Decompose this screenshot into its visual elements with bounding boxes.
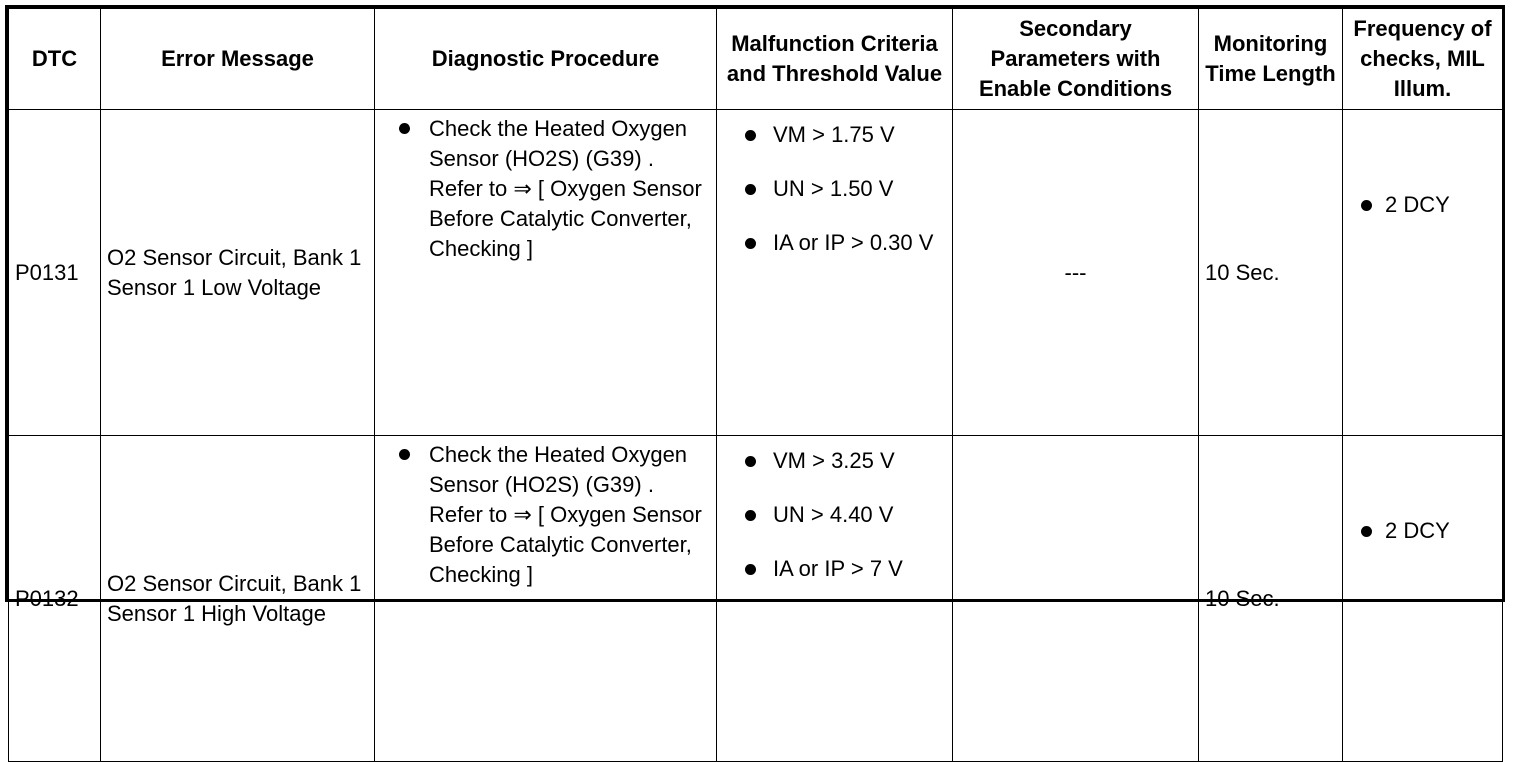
dtc-code: P0132	[9, 436, 101, 762]
header-secondary-parameters: Secondary Parameters with Enable Conditions	[953, 9, 1199, 110]
monitoring-time: 10 Sec.	[1199, 436, 1343, 762]
frequency	[1343, 110, 1503, 436]
procedure-text: Check the Heated Oxygen Sensor (HO2S) (G39) . Refer to ⇒ [ Oxygen Sensor Before Catalytic Converter, Checking ]	[429, 116, 702, 261]
bullet-icon	[745, 130, 756, 141]
criteria-item	[729, 120, 952, 150]
frequency-text: 2 DCY	[1385, 192, 1450, 217]
header-malfunction-criteria: Malfunction Criteria and Threshold Value	[717, 9, 953, 110]
bullet-icon	[399, 123, 410, 134]
criteria-text: VM > 1.75 V	[773, 122, 895, 147]
monitoring-time: 10 Sec.	[1199, 110, 1343, 436]
frequency	[1343, 436, 1503, 762]
dtc-code: P0131	[9, 110, 101, 436]
procedure-item	[385, 114, 710, 264]
error-message: O2 Sensor Circuit, Bank 1 Sensor 1 High Voltage	[101, 436, 375, 762]
bullet-icon	[745, 238, 756, 249]
criteria-text: VM > 3.25 V	[773, 448, 895, 473]
bullet-icon	[745, 184, 756, 195]
header-diagnostic-procedure: Diagnostic Procedure	[375, 9, 717, 110]
criteria-item	[729, 228, 952, 258]
dtc-table	[8, 8, 1503, 762]
header-dtc: DTC	[9, 9, 101, 110]
table-row	[9, 436, 1503, 762]
criteria-item	[729, 554, 952, 584]
frequency-text: 2 DCY	[1385, 518, 1450, 543]
secondary-parameters: ---	[953, 436, 1199, 762]
header-error-message: Error Message	[101, 9, 375, 110]
criteria-text: IA or IP > 0.30 V	[773, 230, 934, 255]
bullet-icon	[1361, 200, 1372, 211]
bullet-icon	[1361, 526, 1372, 537]
bullet-icon	[399, 449, 410, 460]
bullet-icon	[745, 564, 756, 575]
malfunction-criteria	[717, 436, 953, 762]
header-monitoring-time: Monitoring Time Length	[1199, 9, 1343, 110]
frequency-item	[1353, 190, 1502, 220]
diagnostic-procedure	[375, 110, 717, 436]
secondary-parameters: ---	[953, 110, 1199, 436]
criteria-item	[729, 500, 952, 530]
header-row	[9, 9, 1503, 110]
criteria-text: UN > 4.40 V	[773, 502, 894, 527]
diagnostic-procedure	[375, 436, 717, 762]
bullet-icon	[745, 456, 756, 467]
header-frequency: Frequency of checks, MIL Illum.	[1343, 9, 1503, 110]
table-row	[9, 110, 1503, 436]
procedure-text: Check the Heated Oxygen Sensor (HO2S) (G39) . Refer to ⇒ [ Oxygen Sensor Before Catalytic Converter, Checking ]	[429, 442, 702, 587]
criteria-text: UN > 1.50 V	[773, 176, 894, 201]
malfunction-criteria	[717, 110, 953, 436]
procedure-item	[385, 440, 710, 590]
error-message: O2 Sensor Circuit, Bank 1 Sensor 1 Low Voltage	[101, 110, 375, 436]
frequency-item	[1353, 516, 1502, 546]
criteria-item	[729, 174, 952, 204]
bullet-icon	[745, 510, 756, 521]
criteria-item	[729, 446, 952, 476]
criteria-text: IA or IP > 7 V	[773, 556, 903, 581]
